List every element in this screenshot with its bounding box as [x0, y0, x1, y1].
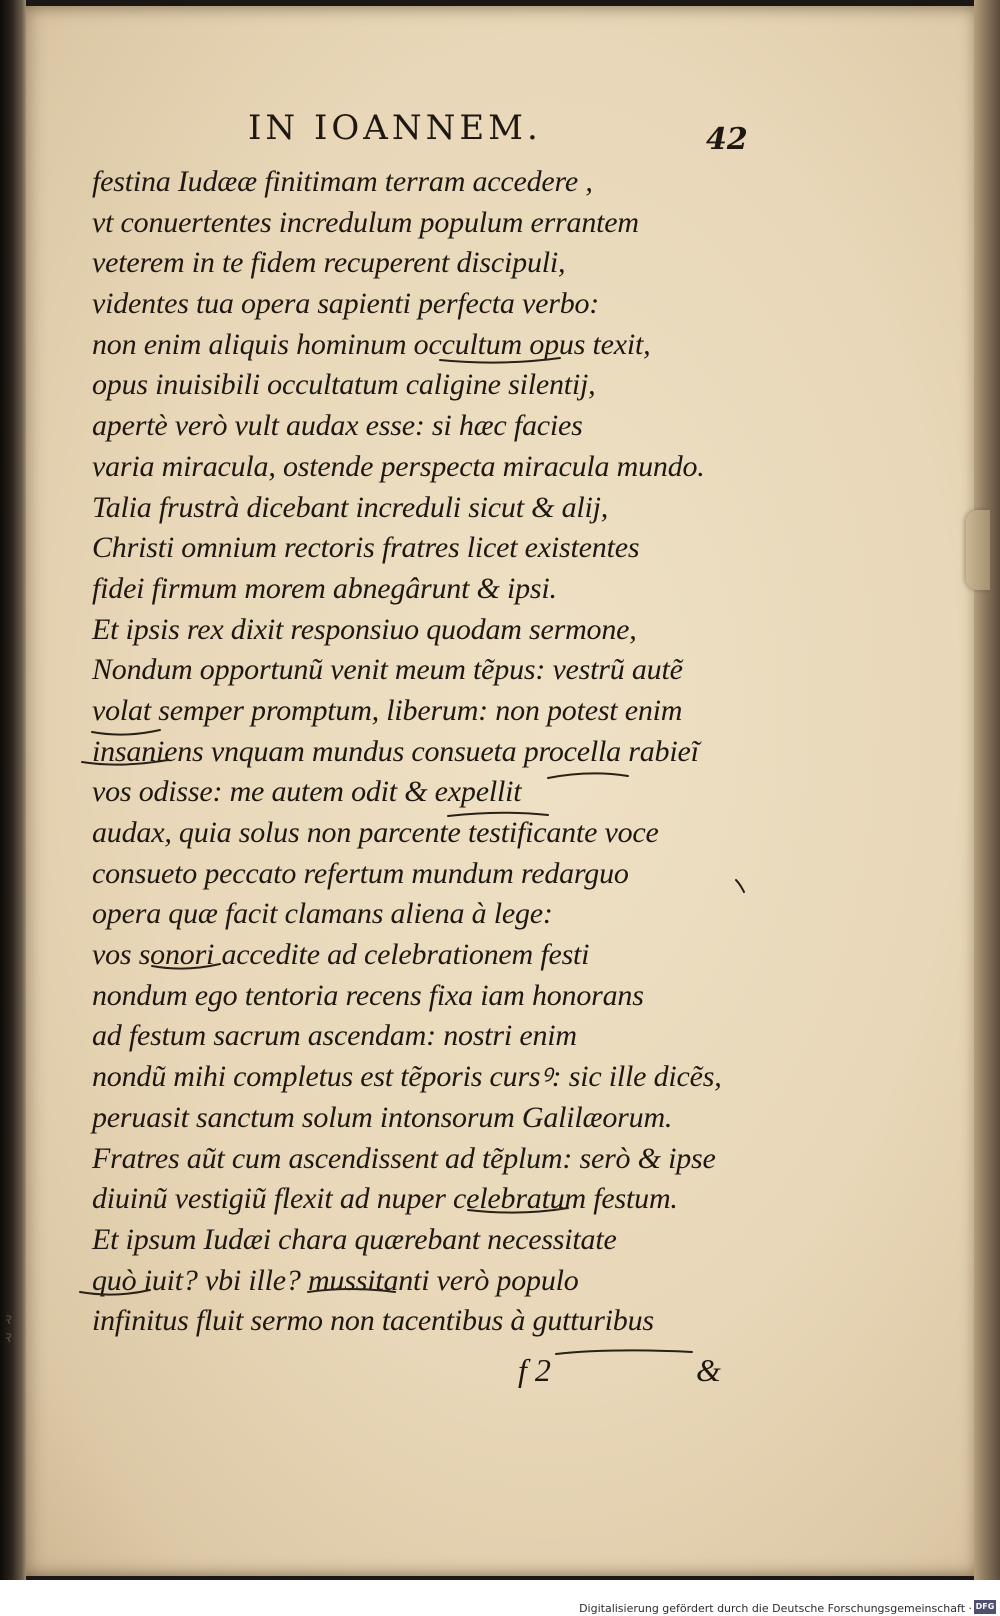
- text-line: vos odisse: me autem odit & expellit: [92, 775, 522, 809]
- text-line: diuinũ vestigiũ flexit ad nuper celebratum festum.: [92, 1182, 678, 1216]
- text-line: vt conuertentes incredulum populum errantem: [92, 205, 639, 239]
- folio-number: 42: [706, 122, 748, 157]
- text-line: insaniens vnquam mundus consueta procella rabieĩ: [92, 734, 699, 768]
- text-line: vos sonori accedite ad celebrationem festi: [92, 938, 590, 972]
- text-line: nondum ego tentoria recens fixa iam honorans: [92, 978, 644, 1012]
- margin-mark: ꝛ ꝛ: [3, 1309, 11, 1346]
- text-line: consueto peccato refertum mundum redarguo: [92, 856, 629, 890]
- credit-text: Digitalisierung gefördert durch die Deutsche Forschungsgemeinschaft ·: [579, 1602, 972, 1615]
- text-line: videntes tua opera sapienti perfecta verbo:: [92, 287, 600, 321]
- text-line: Et ipsum Iudæi chara quærebant necessitate: [92, 1222, 617, 1256]
- signature-mark: f 2: [518, 1352, 551, 1388]
- text-line: Talia frustrà dicebant increduli sicut & alij,: [92, 490, 609, 524]
- text-line: opera quæ facit clamans aliena à lege:: [92, 897, 553, 931]
- text-line: ad festum sacrum ascendam: nostri enim: [92, 1019, 577, 1053]
- text-line: non enim aliquis hominum occultum opus texit,: [92, 327, 651, 361]
- text-line: Christi omnium rectoris fratres licet existentes: [92, 531, 640, 565]
- text-line: apertè verò vult audax esse: si hæc facies: [92, 409, 583, 443]
- text-line: volat semper promptum, liberum: non potest enim: [92, 693, 683, 727]
- text-line: Fratres aũt cum ascendissent ad tẽplum: serò & ipse: [92, 1141, 716, 1175]
- text-line: audax, quia solus non parcente testificante voce: [92, 816, 659, 849]
- running-head: IN IOANNEM.: [248, 108, 542, 148]
- text-line: Et ipsis rex dixit responsiuo quodam sermone,: [92, 612, 637, 646]
- dfg-logo: DFG: [974, 1600, 996, 1614]
- text-line: opus inuisibili occultatum caligine silentij,: [92, 368, 596, 402]
- page-tab: [966, 510, 990, 590]
- text-line: varia miracula, ostende perspecta miracula mundo.: [92, 449, 705, 483]
- text-block: [92, 162, 792, 1342]
- text-line: infinitus fluit sermo non tacentibus à gutturibus: [92, 1304, 654, 1338]
- catchword: &: [696, 1352, 721, 1388]
- text-line: nondũ mihi completus est tẽporis cursꝰ: sic ille dicẽs,: [92, 1060, 722, 1094]
- text-line: Nondum opportunũ venit meum tẽpus: vestrũ autẽ: [92, 653, 683, 687]
- text-line: peruasit sanctum solum intonsorum Galilæorum.: [92, 1100, 673, 1134]
- credit-footer: [0, 1580, 1000, 1616]
- text-line: quò iuit? vbi ille? mussitanti verò populo: [92, 1263, 579, 1297]
- text-line: veterem in te fidem recuperent discipuli,: [92, 246, 566, 280]
- text-line: fidei firmum morem abnegârunt & ipsi.: [92, 571, 557, 605]
- fore-edge: [974, 0, 1000, 1580]
- text-line: festina Iudææ finitimam terram accedere ,: [92, 165, 593, 198]
